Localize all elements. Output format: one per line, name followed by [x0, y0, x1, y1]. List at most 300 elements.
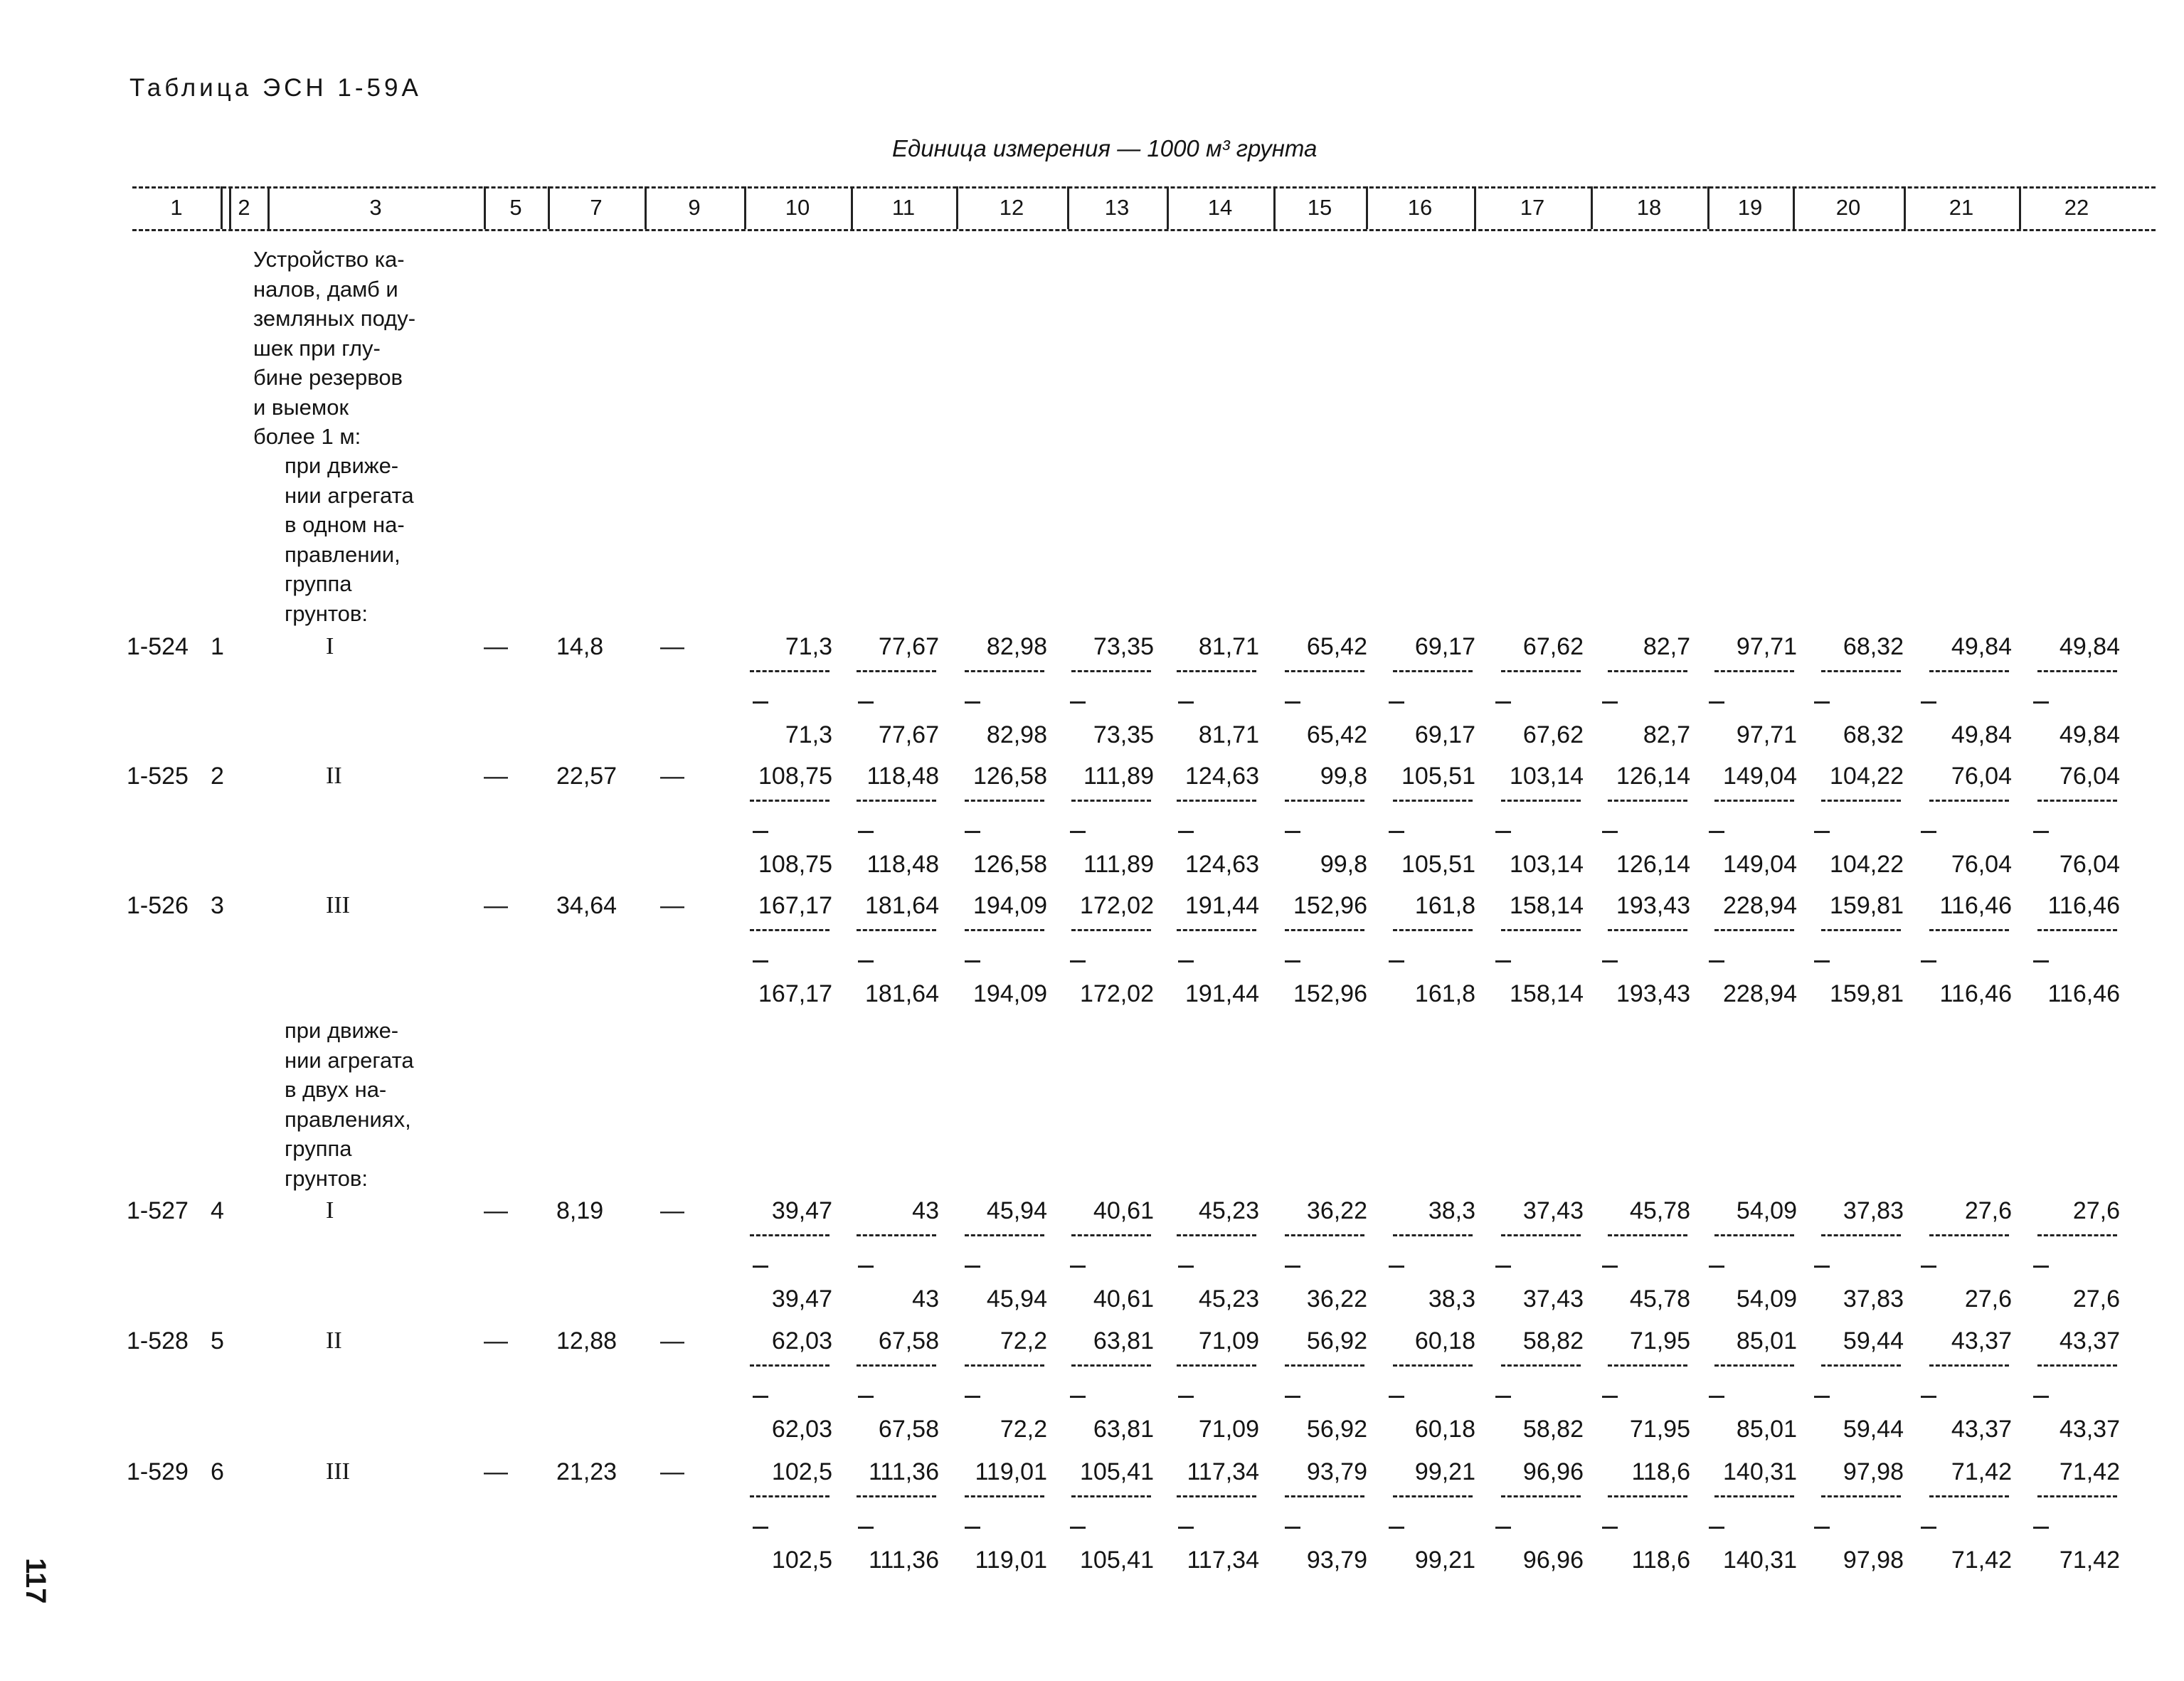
fraction-line [1285, 800, 1364, 802]
fraction-line [1285, 1364, 1364, 1367]
dash-mark [965, 1527, 980, 1529]
dash-mark [858, 1527, 874, 1529]
soil-group: II [326, 763, 342, 789]
value-cell-repeat: 76,04 [1951, 851, 2012, 878]
col7-value: 8,19 [556, 1197, 604, 1224]
dash-mark [2033, 1396, 2049, 1398]
fraction-line [750, 1364, 829, 1367]
header-divider [267, 186, 270, 229]
value-cell-repeat: 37,43 [1522, 1285, 1584, 1313]
dash-mark [965, 1266, 980, 1268]
subgroup-two-directions [285, 1016, 414, 1193]
dash-mark [1178, 1527, 1194, 1529]
value-cell: 62,03 [771, 1327, 832, 1354]
fraction-line [750, 1234, 829, 1236]
work-description [253, 245, 415, 452]
fraction-line [1071, 800, 1151, 802]
column-header-11: 11 [891, 195, 916, 220]
value-cell: 54,09 [1736, 1197, 1797, 1224]
value-cell: 37,83 [1843, 1197, 1904, 1224]
dash-mark [1389, 701, 1404, 704]
soil-group: III [326, 892, 350, 918]
value-cell-repeat: 140,31 [1723, 1547, 1797, 1574]
dash-mark [1602, 960, 1618, 963]
dash-mark [2033, 1527, 2049, 1529]
value-cell-repeat: 181,64 [865, 980, 939, 1007]
value-cell-repeat: 104,22 [1830, 851, 1904, 878]
value-cell: 228,94 [1723, 892, 1797, 919]
fraction-line [1177, 929, 1256, 931]
value-cell: 158,14 [1510, 892, 1584, 919]
col9-dash: — [660, 633, 684, 660]
value-cell: 82,98 [986, 633, 1047, 660]
dash-mark [1389, 960, 1404, 963]
header-divider [484, 186, 486, 229]
fraction-line [1929, 1495, 2009, 1497]
dash-mark [1285, 831, 1300, 833]
value-cell: 43,37 [2059, 1327, 2120, 1354]
value-cell: 60,18 [1414, 1327, 1475, 1354]
soil-group: I [326, 633, 334, 659]
value-cell-repeat: 97,98 [1843, 1547, 1904, 1574]
value-cell: 118,48 [866, 763, 939, 790]
value-cell-repeat: 37,83 [1843, 1285, 1904, 1313]
value-cell-repeat: 194,09 [973, 980, 1047, 1007]
value-cell-repeat: 105,41 [1080, 1547, 1154, 1574]
column-header-20: 20 [1835, 195, 1861, 220]
col7-value: 12,88 [556, 1327, 617, 1354]
fraction-line [1177, 800, 1256, 802]
fraction-line [1501, 1234, 1581, 1236]
value-cell: 97,71 [1736, 633, 1797, 660]
column-header-17: 17 [1520, 195, 1545, 220]
value-cell-repeat: 76,04 [2059, 851, 2120, 878]
fraction-line [1071, 1234, 1151, 1236]
dash-mark [1178, 831, 1194, 833]
fraction-line [1608, 1234, 1687, 1236]
dash-mark [753, 831, 768, 833]
value-cell: 40,61 [1093, 1197, 1154, 1224]
fraction-line [1714, 1495, 1794, 1497]
fraction-line [1501, 1364, 1581, 1367]
value-cell-repeat: 45,78 [1629, 1285, 1690, 1313]
dash-mark [1070, 1527, 1086, 1529]
col9-dash: — [660, 892, 684, 919]
value-cell: 58,82 [1522, 1327, 1584, 1354]
dash-mark [1285, 1527, 1300, 1529]
dash-mark [1709, 701, 1724, 704]
header-top-rule [132, 186, 2156, 189]
value-cell-repeat: 117,34 [1187, 1547, 1259, 1574]
header-divider [1793, 186, 1795, 229]
value-cell: 76,04 [1951, 763, 2012, 790]
dash-mark [1814, 831, 1830, 833]
value-cell: 159,81 [1830, 892, 1904, 919]
col5-dash: — [484, 1327, 508, 1354]
value-cell: 77,67 [878, 633, 939, 660]
value-cell-repeat: 116,46 [1939, 980, 2012, 1007]
value-cell: 43,37 [1951, 1327, 2012, 1354]
value-cell: 56,92 [1306, 1327, 1367, 1354]
fraction-line [1501, 800, 1581, 802]
fraction-line [1285, 929, 1364, 931]
dash-mark [1602, 1396, 1618, 1398]
norm-code: 1-529 [127, 1458, 189, 1485]
value-cell: 103,14 [1510, 763, 1584, 790]
value-cell: 59,44 [1843, 1327, 1904, 1354]
value-cell-repeat: 27,6 [1964, 1285, 2012, 1313]
dash-mark [2033, 831, 2049, 833]
fraction-line [965, 1495, 1044, 1497]
dash-mark [1070, 1266, 1086, 1268]
value-cell: 39,47 [771, 1197, 832, 1224]
dash-mark [1285, 960, 1300, 963]
dash-mark [1285, 1396, 1300, 1398]
dash-mark [1602, 701, 1618, 704]
description-line: при движе- [285, 453, 399, 478]
fraction-line [1714, 1364, 1794, 1367]
fraction-line [1608, 1495, 1687, 1497]
fraction-line [1501, 670, 1581, 672]
value-cell: 67,58 [878, 1327, 939, 1354]
value-cell-repeat: 40,61 [1093, 1285, 1154, 1313]
value-cell-repeat: 38,3 [1428, 1285, 1475, 1313]
description-line: бине резервов [253, 365, 403, 390]
column-header-19: 19 [1737, 195, 1763, 220]
value-cell: 63,81 [1093, 1327, 1154, 1354]
header-divider [548, 186, 550, 229]
value-cell: 37,43 [1522, 1197, 1584, 1224]
value-cell-repeat: 108,75 [758, 851, 832, 878]
value-cell-repeat: 111,36 [869, 1547, 939, 1574]
value-cell: 119,01 [975, 1458, 1047, 1485]
column-header-18: 18 [1636, 195, 1662, 220]
value-cell-repeat: 72,2 [1000, 1416, 1047, 1443]
fraction-line [1821, 1495, 1901, 1497]
value-cell-repeat: 116,46 [2047, 980, 2120, 1007]
dash-mark [1495, 1266, 1511, 1268]
header-divider [1904, 186, 1906, 229]
dash-mark [1495, 960, 1511, 963]
value-cell-repeat: 54,09 [1736, 1285, 1797, 1313]
value-cell-repeat: 97,71 [1736, 721, 1797, 748]
fraction-line [1071, 670, 1151, 672]
soil-group: I [326, 1197, 334, 1224]
description-line: нии агрегата [285, 1047, 414, 1073]
value-cell: 181,64 [865, 892, 939, 919]
value-cell: 104,22 [1830, 763, 1904, 790]
value-cell-repeat: 60,18 [1414, 1416, 1475, 1443]
fraction-line [2037, 1495, 2117, 1497]
value-cell-repeat: 152,96 [1293, 980, 1367, 1007]
dash-mark [1178, 701, 1194, 704]
value-cell: 172,02 [1080, 892, 1154, 919]
header-divider [1167, 186, 1169, 229]
value-cell-repeat: 81,71 [1198, 721, 1259, 748]
fraction-line [1714, 1234, 1794, 1236]
row-number: 4 [211, 1197, 224, 1224]
fraction-line [2037, 1234, 2117, 1236]
value-cell-repeat: 71,42 [2059, 1547, 2120, 1574]
fraction-line [1929, 929, 2009, 931]
norm-code: 1-526 [127, 892, 189, 919]
value-cell-repeat: 191,44 [1185, 980, 1259, 1007]
value-cell-repeat: 73,35 [1093, 721, 1154, 748]
value-cell-repeat: 105,51 [1401, 851, 1475, 878]
fraction-line [1393, 1234, 1473, 1236]
value-cell-repeat: 43,37 [1951, 1416, 2012, 1443]
fraction-line [1929, 1234, 2009, 1236]
dash-mark [1814, 1396, 1830, 1398]
dash-mark [1814, 1266, 1830, 1268]
fraction-line [1929, 800, 2009, 802]
dash-mark [1709, 831, 1724, 833]
fraction-line [1177, 1495, 1256, 1497]
fraction-line [1608, 800, 1687, 802]
dash-mark [1070, 701, 1086, 704]
value-cell-repeat: 67,58 [878, 1416, 939, 1443]
value-cell: 73,35 [1093, 633, 1154, 660]
fraction-line [1501, 929, 1581, 931]
fraction-line [1177, 670, 1256, 672]
header-divider [1591, 186, 1593, 229]
value-cell: 68,32 [1843, 633, 1904, 660]
column-header-1: 1 [170, 195, 183, 220]
value-cell-repeat: 27,6 [2072, 1285, 2120, 1313]
value-cell: 82,7 [1643, 633, 1690, 660]
value-cell-repeat: 82,7 [1643, 721, 1690, 748]
value-cell-repeat: 43 [912, 1285, 939, 1313]
header-divider [1273, 186, 1276, 229]
dash-mark [1070, 831, 1086, 833]
dash-mark [1070, 960, 1086, 963]
column-header-3: 3 [369, 195, 382, 220]
fraction-line [1177, 1234, 1256, 1236]
dash-mark [1814, 1527, 1830, 1529]
dash-mark [2033, 1266, 2049, 1268]
value-cell-repeat: 126,14 [1616, 851, 1690, 878]
fraction-line [1608, 670, 1687, 672]
value-cell-repeat: 82,98 [986, 721, 1047, 748]
col9-dash: — [660, 1458, 684, 1485]
fraction-line [857, 1495, 936, 1497]
description-line: Устройство ка- [253, 247, 405, 272]
fraction-line [750, 800, 829, 802]
value-cell-repeat: 119,01 [975, 1547, 1047, 1574]
description-line: земляных поду- [253, 306, 416, 331]
value-cell-repeat: 172,02 [1080, 980, 1154, 1007]
table-title: Таблица ЭСН 1-59А [129, 74, 422, 102]
value-cell-repeat: 67,62 [1522, 721, 1584, 748]
fraction-line [965, 670, 1044, 672]
fraction-line [1393, 929, 1473, 931]
fraction-line [1821, 1364, 1901, 1367]
dash-mark [1178, 960, 1194, 963]
header-divider [1366, 186, 1368, 229]
fraction-line [1929, 1364, 2009, 1367]
fraction-line [1393, 1495, 1473, 1497]
dash-mark [1921, 1266, 1936, 1268]
norm-code: 1-528 [127, 1327, 189, 1354]
dash-mark [1602, 831, 1618, 833]
description-line: группа [285, 571, 352, 596]
dash-mark [1495, 1527, 1511, 1529]
row-number: 5 [211, 1327, 224, 1354]
value-cell: 71,95 [1629, 1327, 1690, 1354]
dash-mark [1814, 701, 1830, 704]
dash-mark [2033, 701, 2049, 704]
description-line: нии агрегата [285, 482, 414, 508]
value-cell: 27,6 [1964, 1197, 2012, 1224]
fraction-line [1501, 1495, 1581, 1497]
dash-mark [1389, 1396, 1404, 1398]
description-line: грунтов: [285, 1165, 368, 1191]
dash-mark [1389, 831, 1404, 833]
dash-mark [858, 1396, 874, 1398]
dash-mark [1709, 1527, 1724, 1529]
norm-code: 1-527 [127, 1197, 189, 1224]
fraction-line [1821, 1234, 1901, 1236]
value-cell: 43 [912, 1197, 939, 1224]
col5-dash: — [484, 1458, 508, 1485]
value-cell-repeat: 85,01 [1736, 1416, 1797, 1443]
header-divider [744, 186, 746, 229]
value-cell: 99,8 [1320, 763, 1367, 790]
fraction-line [1714, 800, 1794, 802]
value-cell: 38,3 [1428, 1197, 1475, 1224]
value-cell-repeat: 118,48 [866, 851, 939, 878]
dash-mark [1495, 1396, 1511, 1398]
header-divider [645, 186, 647, 229]
value-cell: 71,42 [1951, 1458, 2012, 1485]
fraction-line [857, 670, 936, 672]
fraction-line [1393, 800, 1473, 802]
col5-dash: — [484, 1197, 508, 1224]
value-cell: 102,5 [771, 1458, 832, 1485]
fraction-line [1929, 670, 2009, 672]
value-cell-repeat: 159,81 [1830, 980, 1904, 1007]
value-cell-repeat: 167,17 [758, 980, 832, 1007]
value-cell-repeat: 158,14 [1510, 980, 1584, 1007]
value-cell-repeat: 65,42 [1306, 721, 1367, 748]
fraction-line [1821, 670, 1901, 672]
value-cell: 69,17 [1414, 633, 1475, 660]
value-cell: 76,04 [2059, 763, 2120, 790]
subgroup-one-direction [285, 451, 414, 628]
norm-code: 1-524 [127, 633, 189, 660]
header-divider [2019, 186, 2021, 229]
value-cell-repeat: 49,84 [2059, 721, 2120, 748]
value-cell: 96,96 [1522, 1458, 1584, 1485]
fraction-line [1071, 1495, 1151, 1497]
description-line: правлении, [285, 541, 401, 567]
column-header-5: 5 [509, 195, 522, 220]
value-cell-repeat: 71,95 [1629, 1416, 1690, 1443]
dash-mark [965, 960, 980, 963]
value-cell: 140,31 [1723, 1458, 1797, 1485]
value-cell: 191,44 [1185, 892, 1259, 919]
value-cell: 71,3 [785, 633, 832, 660]
value-cell: 193,43 [1616, 892, 1690, 919]
column-header-13: 13 [1104, 195, 1130, 220]
dash-mark [1389, 1527, 1404, 1529]
description-line: в двух на- [285, 1077, 387, 1102]
value-cell-repeat: 58,82 [1522, 1416, 1584, 1443]
header-divider [1067, 186, 1069, 229]
norm-code: 1-525 [127, 763, 189, 790]
value-cell-repeat: 71,42 [1951, 1547, 2012, 1574]
value-cell: 194,09 [973, 892, 1047, 919]
value-cell-repeat: 77,67 [878, 721, 939, 748]
fraction-line [965, 929, 1044, 931]
col7-value: 21,23 [556, 1458, 617, 1485]
dash-mark [1709, 1396, 1724, 1398]
dash-mark [1285, 1266, 1300, 1268]
value-cell-repeat: 149,04 [1723, 851, 1797, 878]
dash-mark [2033, 960, 2049, 963]
row-number: 2 [211, 763, 224, 790]
fraction-line [857, 800, 936, 802]
dash-mark [1921, 960, 1936, 963]
value-cell: 81,71 [1198, 633, 1259, 660]
fraction-line [1393, 670, 1473, 672]
value-cell: 126,58 [973, 763, 1047, 790]
dash-mark [753, 1396, 768, 1398]
col5-dash: — [484, 633, 508, 660]
value-cell: 49,84 [2059, 633, 2120, 660]
fraction-line [750, 1495, 829, 1497]
value-cell: 149,04 [1723, 763, 1797, 790]
row-number: 6 [211, 1458, 224, 1485]
value-cell: 45,94 [986, 1197, 1047, 1224]
fraction-line [1821, 800, 1901, 802]
fraction-line [857, 929, 936, 931]
dash-mark [753, 701, 768, 704]
value-cell-repeat: 43,37 [2059, 1416, 2120, 1443]
description-line: группа [285, 1136, 352, 1161]
soil-group: III [326, 1458, 350, 1485]
dash-mark [1921, 701, 1936, 704]
fraction-line [965, 800, 1044, 802]
column-header-7: 7 [590, 195, 603, 220]
value-cell: 108,75 [758, 763, 832, 790]
dash-mark [965, 831, 980, 833]
value-cell-repeat: 36,22 [1306, 1285, 1367, 1313]
value-cell: 45,23 [1198, 1197, 1259, 1224]
value-cell: 97,98 [1843, 1458, 1904, 1485]
dash-mark [965, 1396, 980, 1398]
dash-mark [858, 701, 874, 704]
value-cell-repeat: 62,03 [771, 1416, 832, 1443]
value-cell: 36,22 [1306, 1197, 1367, 1224]
fraction-line [857, 1364, 936, 1367]
column-header-2: 2 [238, 195, 250, 220]
value-cell-repeat: 161,8 [1414, 980, 1475, 1007]
value-cell-repeat: 69,17 [1414, 721, 1475, 748]
fraction-line [2037, 929, 2117, 931]
value-cell-repeat: 68,32 [1843, 721, 1904, 748]
dash-mark [1709, 960, 1724, 963]
soil-group: II [326, 1327, 342, 1354]
value-cell: 116,46 [2047, 892, 2120, 919]
col7-value: 14,8 [556, 633, 604, 660]
value-cell: 116,46 [1939, 892, 2012, 919]
description-line: и выемок [253, 394, 349, 420]
description-line: в одном на- [285, 512, 405, 537]
dash-mark [1709, 1266, 1724, 1268]
value-cell-repeat: 102,5 [771, 1547, 832, 1574]
dash-mark [858, 960, 874, 963]
